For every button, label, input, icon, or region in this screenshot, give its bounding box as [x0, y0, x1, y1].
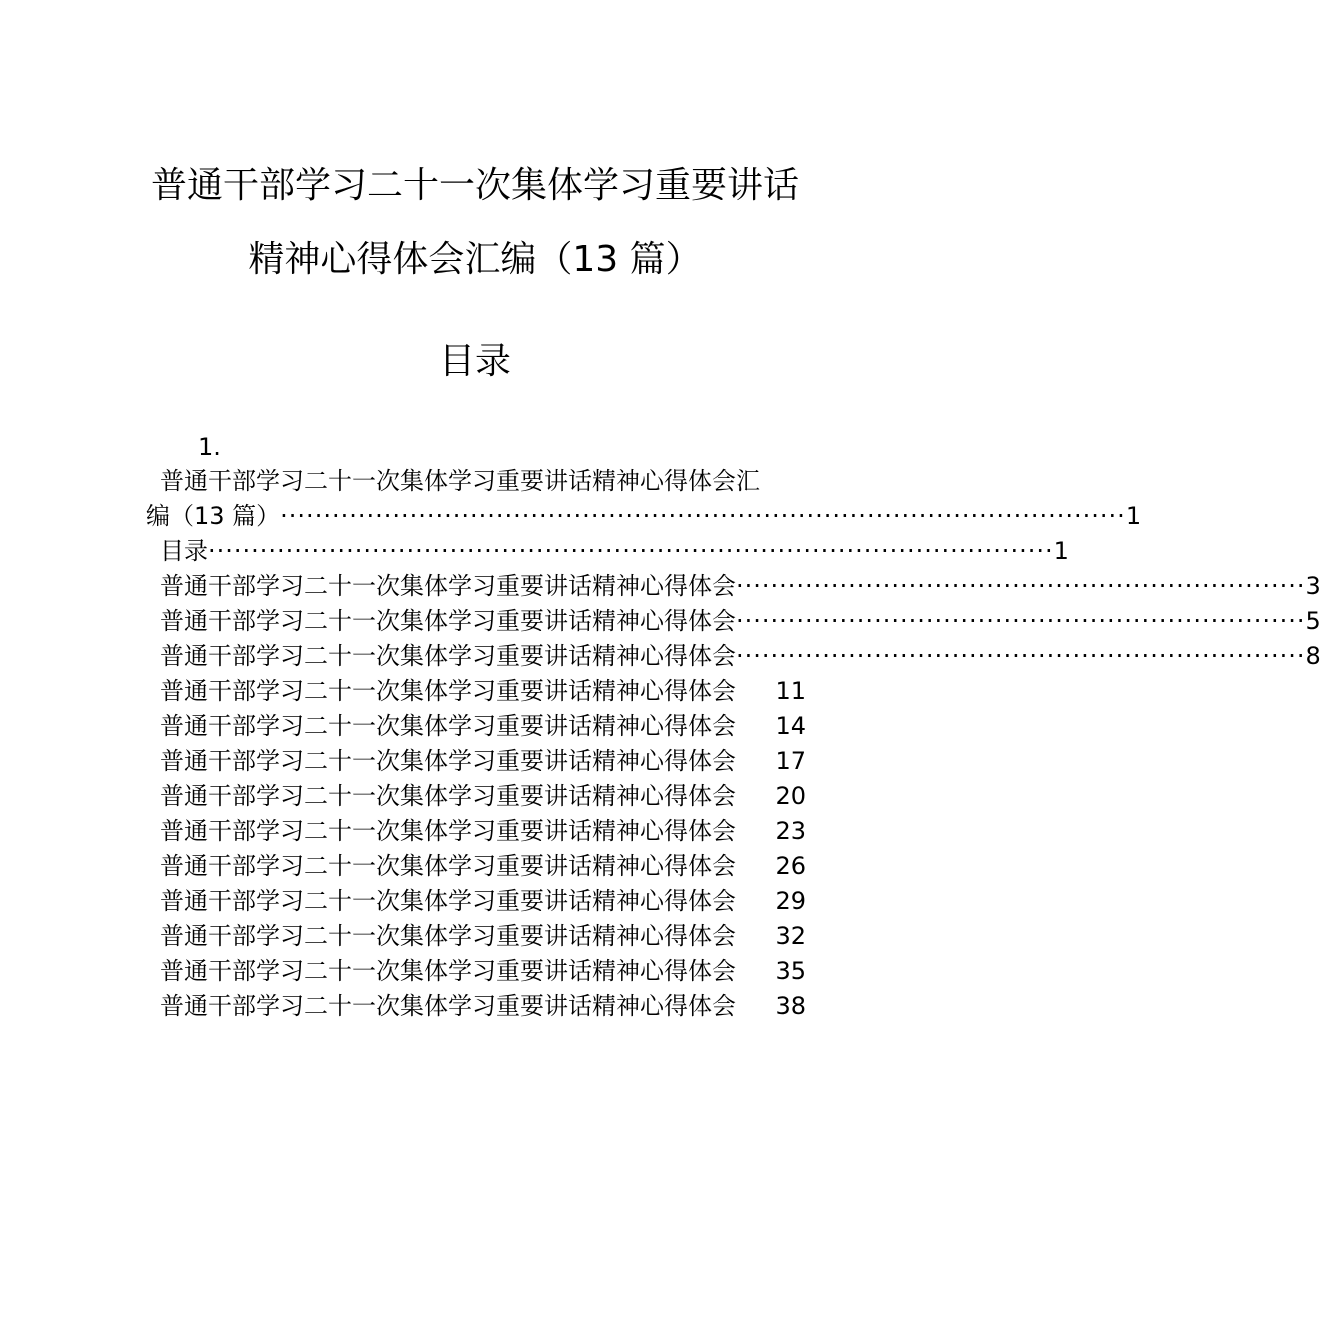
toc-page-number: 29: [775, 887, 806, 915]
toc-entry-text: 普通干部学习二十一次集体学习重要讲话精神心得体会: [160, 642, 736, 670]
toc-entry-text: 目录: [160, 537, 208, 565]
toc-entry-text: 普通干部学习二十一次集体学习重要讲话精神心得体会: [160, 712, 736, 740]
toc-entry-text: 普通干部学习二十一次集体学习重要讲话精神心得体会: [160, 747, 736, 775]
toc-entry[interactable]: [146, 711, 806, 741]
toc-entry-text: 普通干部学习二十一次集体学习重要讲话精神心得体会: [160, 607, 736, 635]
toc-page-number: 26: [775, 852, 806, 880]
toc-page-number: 38: [775, 992, 806, 1020]
toc-entry[interactable]: [146, 781, 806, 811]
toc-leader-dots: ··································································: [736, 572, 1306, 600]
toc-entry-text: 普通干部学习二十一次集体学习重要讲话精神心得体会: [160, 572, 736, 600]
toc-page-number: 23: [775, 817, 806, 845]
toc-page-number: 17: [775, 747, 806, 775]
toc-entry[interactable]: [146, 606, 1321, 636]
toc-page-number: 14: [775, 712, 806, 740]
toc-entry[interactable]: [146, 536, 1069, 566]
toc-page-number: 8: [1305, 642, 1321, 670]
toc-leader-dots: ··································································································: [208, 537, 1054, 565]
toc-entry-first-line[interactable]: [146, 466, 806, 496]
toc-page-number: 5: [1305, 607, 1321, 635]
toc-page-number: 32: [775, 922, 806, 950]
toc-entry-text: 普通干部学习二十一次集体学习重要讲话精神心得体会汇: [160, 467, 760, 495]
toc-page-number: 3: [1305, 572, 1321, 600]
toc-leader-dots: ··································································: [736, 642, 1306, 670]
toc-entry-text: 编（13 篇）: [146, 502, 281, 530]
toc-entry-text: 普通干部学习二十一次集体学习重要讲话精神心得体会: [160, 677, 736, 705]
toc-entry-text: 普通干部学习二十一次集体学习重要讲话精神心得体会: [160, 957, 736, 985]
toc-entry[interactable]: [146, 956, 806, 986]
toc-entry[interactable]: [146, 921, 806, 951]
toc-entry[interactable]: [146, 886, 806, 916]
toc-list-marker: 1.: [198, 433, 221, 461]
toc-entry[interactable]: [146, 746, 806, 776]
toc-page-number: 20: [775, 782, 806, 810]
toc-page-number: 1: [1053, 537, 1069, 565]
toc-entry[interactable]: [146, 641, 1321, 671]
toc-entry-text: 普通干部学习二十一次集体学习重要讲话精神心得体会: [160, 852, 736, 880]
toc-entry[interactable]: [146, 991, 806, 1021]
toc-entry-text: 普通干部学习二十一次集体学习重要讲话精神心得体会: [160, 992, 736, 1020]
toc-entry-text: 普通干部学习二十一次集体学习重要讲话精神心得体会: [160, 782, 736, 810]
toc-page-number: 1: [1125, 502, 1142, 530]
toc-leader-dots: ··································································: [736, 607, 1306, 635]
toc-page-number: 11: [775, 677, 806, 705]
toc-leader-dots: ··································································································: [280, 502, 1126, 530]
toc-entry[interactable]: [146, 501, 1142, 531]
document-title-line-1: 普通干部学习二十一次集体学习重要讲话: [150, 165, 799, 206]
toc-heading: 目录: [438, 341, 511, 382]
toc-page-number: 35: [775, 957, 806, 985]
toc-entry-text: 普通干部学习二十一次集体学习重要讲话精神心得体会: [160, 922, 736, 950]
document-title-line-2: 精神心得体会汇编（13 篇）: [248, 239, 702, 280]
toc-entry-text: 普通干部学习二十一次集体学习重要讲话精神心得体会: [160, 817, 736, 845]
toc-entry[interactable]: [146, 676, 806, 706]
toc-entry-text: 普通干部学习二十一次集体学习重要讲话精神心得体会: [160, 887, 736, 915]
toc-entry[interactable]: [146, 816, 806, 846]
toc-entry[interactable]: [146, 571, 1321, 601]
toc-entry[interactable]: [146, 851, 806, 881]
